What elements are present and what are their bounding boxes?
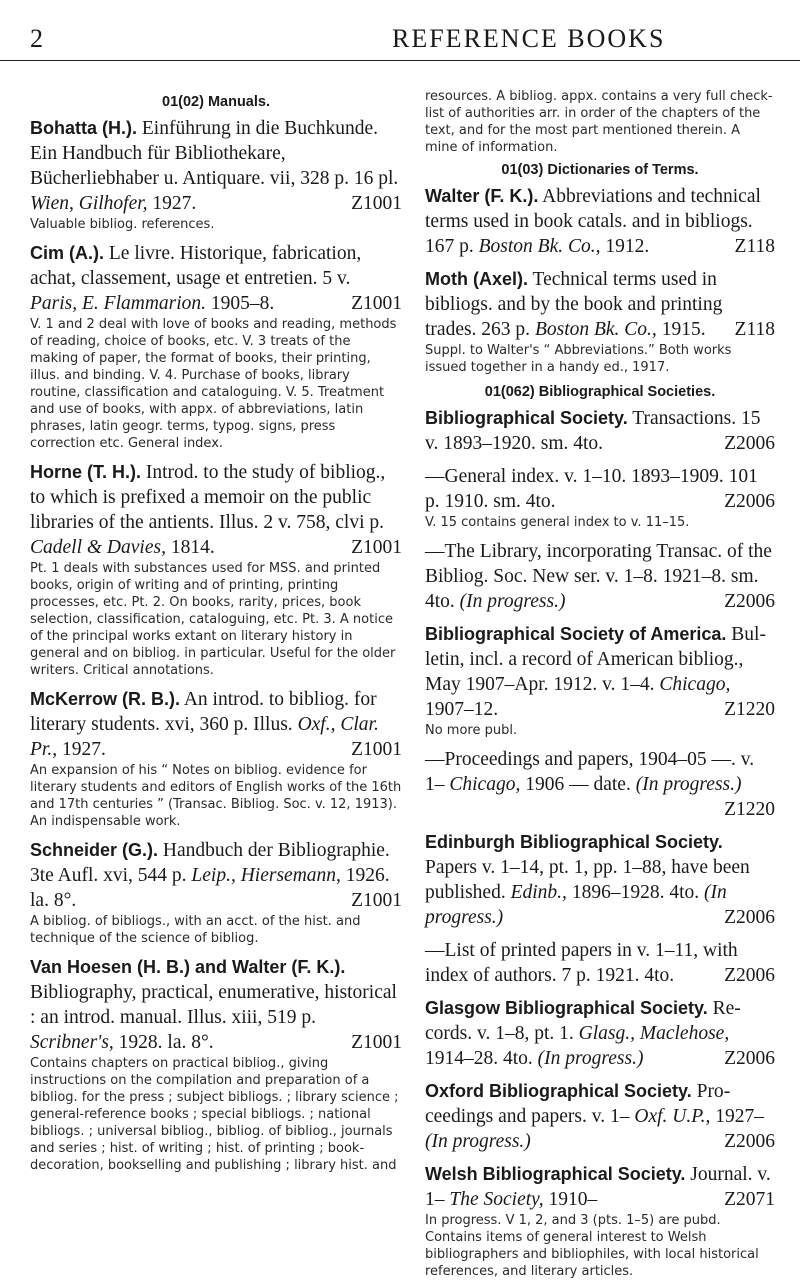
entry-citation xyxy=(425,996,775,1071)
entry-classmark: Z2071 xyxy=(724,1189,775,1210)
entry-citation xyxy=(425,938,775,988)
bibliography-entry xyxy=(30,687,402,830)
terms-entries xyxy=(425,184,775,376)
bibliography-entry xyxy=(425,539,775,614)
entry-classmark: Z1001 xyxy=(351,739,402,760)
entry-publisher: Edinb., xyxy=(510,882,567,903)
entry-text: Le livre. Historique, fabrication, achat, classement, usage et entretien. 5 v. xyxy=(30,243,362,289)
entry-publisher: Chicago, xyxy=(659,674,731,695)
right-column xyxy=(425,88,775,1288)
entry-year: 1906 — date. xyxy=(525,774,631,795)
entry-text: Proceedings and papers. v. 1– xyxy=(425,1081,731,1127)
bibliography-entry xyxy=(425,464,775,531)
entry-citation xyxy=(30,838,402,913)
section-heading: 01(02) Manuals. xyxy=(162,94,270,110)
entry-citation xyxy=(425,1162,775,1212)
bibliography-entry xyxy=(30,838,402,947)
entry-text: Records. v. 1–8, pt. 1. xyxy=(425,998,741,1044)
entry-annotation: Valuable bibliog. references. xyxy=(30,217,215,232)
entry-text: —Proceedings and papers, 1904–05 —. v. 1– xyxy=(425,749,755,795)
entry-annotation: An expansion of his “ Notes on bibliog. evidence for literary students and editors of English works of the 16th and 17th centuries ” (Transac. Bibliog. Soc. v. 12, 1913). An indispensable work. xyxy=(30,763,402,829)
entry-classmark: Z2006 xyxy=(724,907,775,928)
bibliography-entry xyxy=(425,267,775,376)
entry-classmark: Z2006 xyxy=(724,591,775,612)
entry-text: —List of printed papers in v. 1–11, with index of authors. 7 p. 1921. 4to. xyxy=(425,940,738,986)
entry-year: 1896–1928. 4to. xyxy=(571,882,700,903)
entry-citation xyxy=(425,622,775,722)
entry-citation xyxy=(425,1079,775,1154)
entry-classmark: Z1001 xyxy=(351,193,402,214)
entry-text: Journal. v. 1– xyxy=(425,1164,771,1210)
entry-citation xyxy=(30,687,402,762)
entry-publisher: Leip., Hiersemann, xyxy=(191,865,341,886)
entry-classmark: Z2006 xyxy=(724,1048,775,1069)
entry-publisher: Cadell & Davies, xyxy=(30,537,166,558)
entry-year: 1928. la. 8°. xyxy=(118,1032,214,1053)
entry-citation xyxy=(425,830,775,930)
entry-author: Oxford Bibliographical Society. xyxy=(425,1081,692,1101)
entry-citation xyxy=(30,955,402,1055)
entry-classmark: Z2006 xyxy=(724,1131,775,1152)
entry-year: 1907–12. xyxy=(425,699,499,720)
entry-author: Bibliographical Society. xyxy=(425,408,628,428)
entry-classmark: Z1001 xyxy=(351,1032,402,1053)
entry-author: Moth (Axel). xyxy=(425,269,528,289)
entry-status: (In progress.) xyxy=(537,1048,644,1069)
entry-annotation: V. 1 and 2 deal with love of books and reading, methods of reading, choice of books, etc. V. 3 treats of the making of paper, the format of books, their printing, illus. and binding. V. 4. Purchase of books, library routine, classification and cataloguing. V. 5. Treatment and use of books, with appx. of abbreviations, latin phrases, latin geogr. terms, typog. signs, press correction etc. General index. xyxy=(30,317,397,451)
continuation-note: resources. A bibliog. appx. contains a very full check-list of authorities arr. in order of the chapters of the text, and for the most part mentioned therein. A mine of information. xyxy=(425,89,773,155)
entry-classmark: Z1220 xyxy=(724,799,775,820)
entry-text: Transactions. 15 v. 1893–1920. sm. 4to. xyxy=(425,408,761,454)
page-header xyxy=(0,20,800,61)
entry-publisher: Paris, E. Flammarion. xyxy=(30,293,207,314)
entry-text: An introd. to bibliog. for literary students. xvi, 360 p. Illus. xyxy=(30,689,377,735)
entry-publisher: Oxf. U.P., xyxy=(634,1106,711,1127)
entry-text: Einführung in die Buchkunde. Ein Handbuch für Bibliothekare, Bücherliebhaber u. Antiquare. vii, 328 p. 16 pl. xyxy=(30,118,399,189)
bibliography-entry xyxy=(425,1162,775,1280)
entry-classmark: Z118 xyxy=(734,236,775,257)
entry-annotation: Pt. 1 deals with substances used for MSS. and printed books, origin of writing and of printing, printing processes, etc. Pt. 2. On books, rarity, prices, book selection, classification, cataloguing, etc. Pt. 3. A notice of the principal works extant on literary history in general and on bibliog. in particular. Useful for the older writers. Critical annotations. xyxy=(30,561,396,678)
entry-classmark: Z1001 xyxy=(351,890,402,911)
entry-author: McKerrow (R. B.). xyxy=(30,689,181,709)
entry-publisher: Glasg., Maclehose, xyxy=(578,1023,730,1044)
entry-year: 1912. xyxy=(605,236,650,257)
entry-publisher: Wien, Gilhofer, xyxy=(30,193,148,214)
entry-text: Technical terms used in bibliogs. and by the book and printing trades. 263 p. xyxy=(425,269,723,340)
left-column xyxy=(30,88,402,1182)
bibliography-entry xyxy=(30,955,402,1174)
entry-publisher: Boston Bk. Co., xyxy=(478,236,601,257)
entry-citation xyxy=(30,241,402,316)
bibliography-entry xyxy=(425,184,775,259)
entry-status: (In progress.) xyxy=(425,1131,531,1152)
entry-text: Abbreviations and technical terms used in book catals. and in bibliogs. 167 p. xyxy=(425,186,761,257)
entry-publisher: Scribner's, xyxy=(30,1032,114,1053)
entry-author: Glasgow Bibliographical Society. xyxy=(425,998,708,1018)
entry-year: 1927. xyxy=(61,739,106,760)
entry-annotation: V. 15 contains general index to v. 11–15. xyxy=(425,515,690,530)
section-heading-societies: 01(062) Bibliographical Societies. xyxy=(484,384,716,400)
entry-citation xyxy=(425,267,775,342)
bibliography-entry xyxy=(425,938,775,988)
entry-publisher: Boston Bk. Co., xyxy=(534,319,657,340)
entry-citation xyxy=(425,747,775,822)
entry-year: 1927– xyxy=(715,1106,765,1127)
entry-publisher: (In progress.) xyxy=(459,591,566,612)
entry-classmark: Z118 xyxy=(734,319,775,340)
entry-text: —General index. v. 1–10. 1893–1909. 101 p. 1910. sm. 4to. xyxy=(425,466,758,512)
entry-classmark: Z1001 xyxy=(351,537,402,558)
entry-year: 1905–8. xyxy=(210,293,275,314)
entry-text: Handbuch der Bibliographie. 3te Aufl. xvi, 544 p. xyxy=(30,840,390,886)
entry-author: Bibliographical Society of America. xyxy=(425,624,727,644)
entry-citation xyxy=(425,464,775,514)
entry-author: Cim (A.). xyxy=(30,243,104,263)
running-head: REFERENCE BOOKS xyxy=(392,24,666,53)
entry-classmark: Z1001 xyxy=(351,293,402,314)
entry-citation xyxy=(425,539,775,614)
entry-publisher: Oxf., Clar. Pr., xyxy=(30,714,379,760)
entry-author: Schneider (G.). xyxy=(30,840,159,860)
entry-author: Van Hoesen (H. B.) and Walter (F. K.). xyxy=(30,957,346,977)
entry-classmark: Z1220 xyxy=(724,699,775,720)
entry-text: Bulletin, incl. a record of American bibliog., May 1907–Apr. 1912. v. 1–4. xyxy=(425,624,766,695)
entry-citation xyxy=(30,460,402,560)
entry-year: 1910– xyxy=(548,1189,598,1210)
entry-year: 1926. la. 8°. xyxy=(30,865,390,911)
entry-classmark: Z2006 xyxy=(724,965,775,986)
bibliography-entry xyxy=(425,830,775,930)
bibliography-entry xyxy=(30,241,402,452)
entry-year: 1814. xyxy=(170,537,215,558)
entry-status: (In progress.) xyxy=(635,774,742,795)
entry-year: 1914–28. 4to. xyxy=(425,1048,533,1069)
entry-author: Horne (T. H.). xyxy=(30,462,141,482)
bibliography-entry xyxy=(425,996,775,1071)
entry-year: 1927. xyxy=(152,193,197,214)
page-number: 2 xyxy=(30,24,44,53)
entry-text: —The Library, incorporating Transac. of the Bibliog. Soc. New ser. v. 1–8. 1921–8. sm. 4to. xyxy=(425,541,772,612)
entry-citation xyxy=(425,184,775,259)
entry-annotation: Contains chapters on practical bibliog., giving instructions on the compilation and preparation of a bibliog. for the press ; subject bibliogs. ; library science ; general-reference books ; special bibliogs. ; national bibliogs. ; universal bibliog., bibliog. of bibliog., journals and series ; hist. of writing ; hist. of printing ; book-decoration, bookselling and publishing ; library hist. and xyxy=(30,1056,399,1173)
societies-entries xyxy=(425,406,775,1280)
entry-annotation: A bibliog. of bibliogs., with an acct. of the hist. and technique of the science of bibliog. xyxy=(30,914,361,946)
entry-annotation: Suppl. to Walter's “ Abbreviations.” Both works issued together in a handy ed., 1917. xyxy=(425,343,732,375)
entry-text: Introd. to the study of bibliog., to which is prefixed a memoir on the public libraries of the antients. Illus. 2 v. 758, clvi p. xyxy=(30,462,386,533)
entry-status: (In progress.) xyxy=(425,882,727,928)
entry-classmark: Z2006 xyxy=(724,491,775,512)
bibliography-entry xyxy=(425,406,775,456)
bibliography-entry xyxy=(425,747,775,822)
entry-classmark: Z2006 xyxy=(724,433,775,454)
entry-author: Walter (F. K.). xyxy=(425,186,539,206)
entry-year: 1915. xyxy=(661,319,706,340)
entry-text: Bibliography, practical, enumerative, historical : an introd. manual. Illus. xiii, 519 p. xyxy=(30,982,397,1028)
entry-publisher: Chicago, xyxy=(449,774,521,795)
entry-citation xyxy=(425,406,775,456)
entry-author: Welsh Bibliographical Society. xyxy=(425,1164,686,1184)
entry-text: Papers v. 1–14, pt. 1, pp. 1–88, have been published. xyxy=(425,857,750,903)
entry-annotation: No more publ. xyxy=(425,723,518,738)
bibliography-entry xyxy=(30,116,402,233)
bibliography-entry xyxy=(425,622,775,739)
bibliography-entry xyxy=(425,1079,775,1154)
section-heading-terms: 01(03) Dictionaries of Terms. xyxy=(501,162,699,178)
entry-annotation: In progress. V 1, 2, and 3 (pts. 1–5) are pubd. Contains items of general interest to Welsh bibliographers and bibliophiles, with local historical references, and literary articles. xyxy=(425,1213,759,1279)
entry-citation xyxy=(30,116,402,216)
bibliography-entry xyxy=(30,460,402,679)
entry-publisher: The Society, xyxy=(449,1189,544,1210)
entry-author: Bohatta (H.). xyxy=(30,118,137,138)
entry-author: Edinburgh Bibliographical Society. xyxy=(425,832,723,852)
